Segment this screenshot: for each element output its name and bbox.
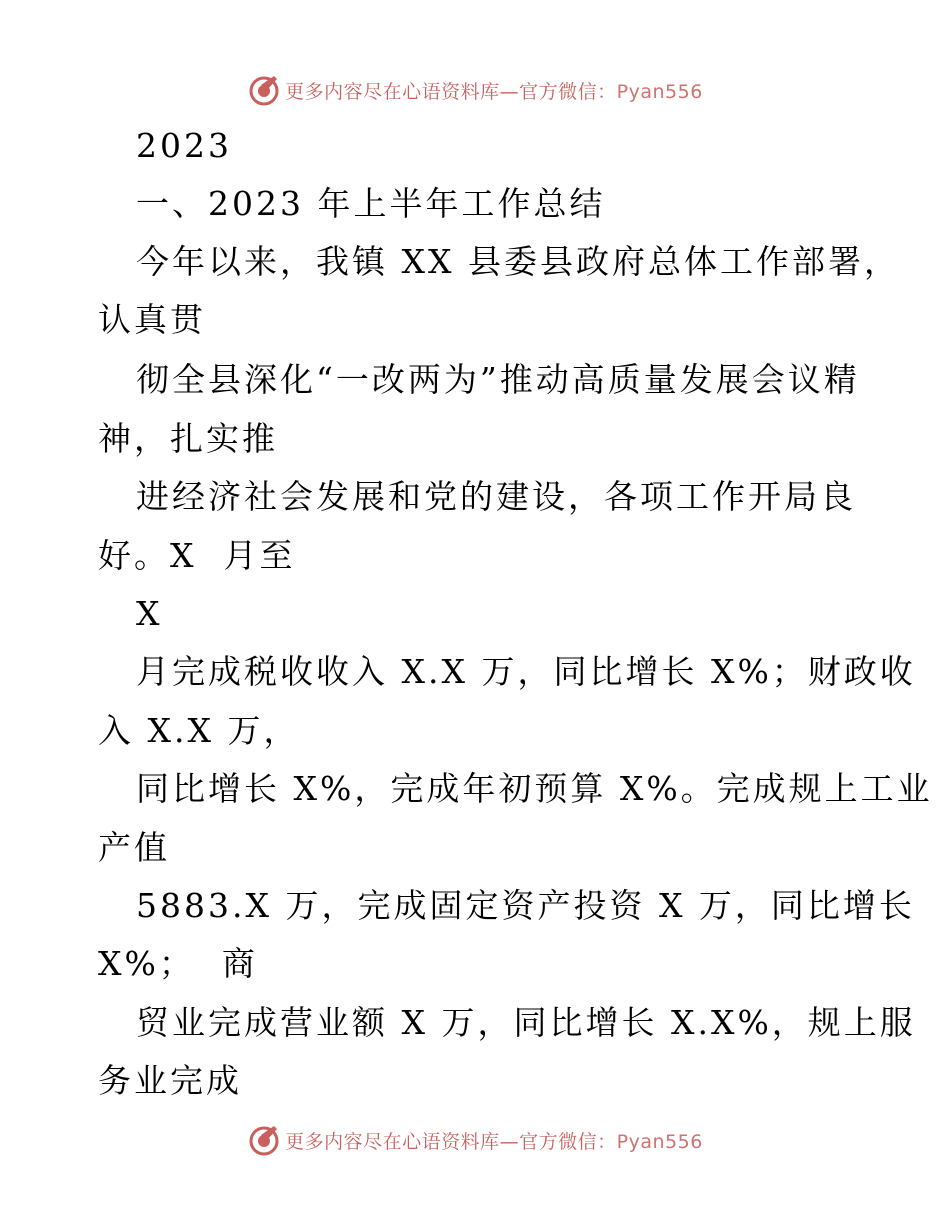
doc-line: 务业完成 bbox=[98, 1061, 242, 1100]
doc-line: 入 X.X 万， bbox=[98, 711, 300, 750]
doc-line: 同比增长 X%，完成年初预算 X%。完成规上工业 bbox=[136, 769, 933, 808]
watermark-text: 更多内容尽在心语资料库—官方微信：Pyan556 bbox=[285, 1130, 703, 1153]
doc-line: X bbox=[136, 594, 163, 633]
pen-logo-icon bbox=[247, 73, 281, 107]
doc-line: 进经济社会发展和党的建设，各项工作开局良 bbox=[136, 477, 856, 516]
doc-line: 好。X 月至 bbox=[98, 536, 296, 575]
doc-line: 5883.X 万，完成固定资产投资 X 万，同比增长 bbox=[136, 886, 915, 925]
doc-line: 今年以来，我镇 XX 县委县政府总体工作部署， bbox=[136, 242, 900, 281]
doc-line: 2023 bbox=[136, 126, 232, 165]
doc-line: 神，扎实推 bbox=[98, 419, 278, 458]
doc-line: 产值 bbox=[98, 828, 170, 867]
doc-line: X%； 商 bbox=[98, 944, 258, 983]
doc-line: 一、2023 年上半年工作总结 bbox=[136, 184, 606, 223]
doc-line: 贸业完成营业额 X 万，同比增长 X.X%，规上服 bbox=[136, 1003, 916, 1042]
doc-line: 月完成税收收入 X.X 万，同比增长 X%；财政收 bbox=[136, 652, 916, 691]
doc-line: 彻全县深化“一改两为”推动高质量发展会议精 bbox=[136, 360, 860, 399]
wechat-id: Pyan556 bbox=[616, 1130, 703, 1153]
watermark-header bbox=[0, 70, 950, 110]
watermark-footer bbox=[0, 1120, 950, 1160]
doc-line: 认真贯 bbox=[98, 300, 206, 339]
pen-logo-icon bbox=[247, 1123, 281, 1157]
watermark-text: 更多内容尽在心语资料库—官方微信：Pyan556 bbox=[285, 80, 703, 103]
wechat-id: Pyan556 bbox=[616, 80, 703, 103]
